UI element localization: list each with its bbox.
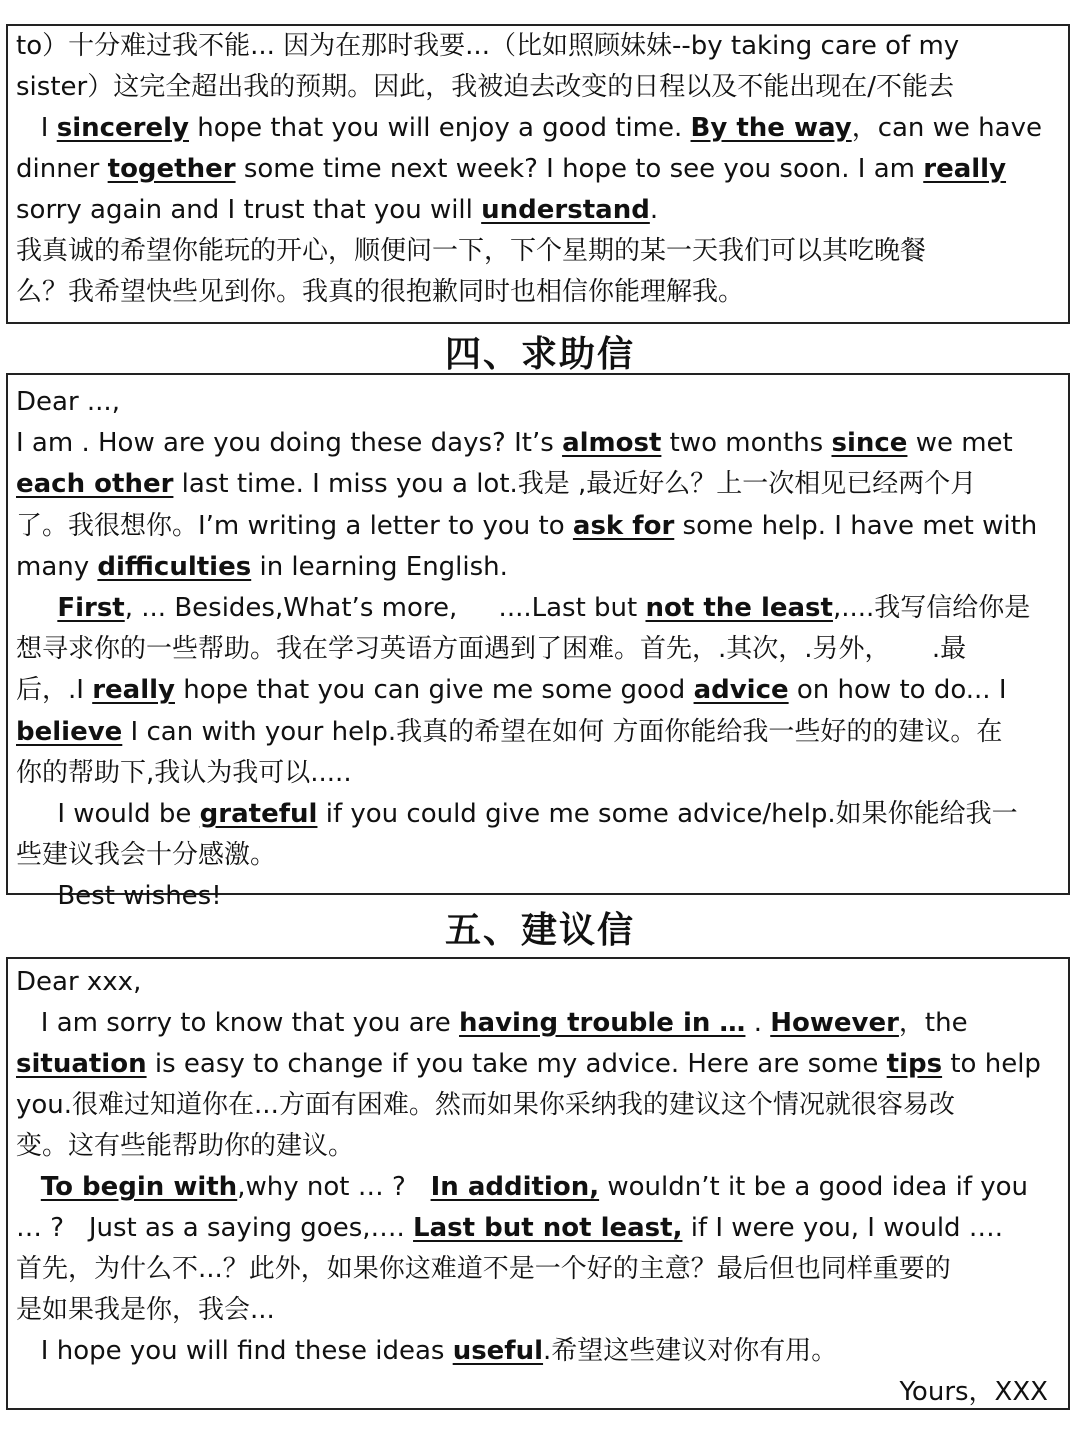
text-run: dinner [16,154,108,184]
text-run: I can with your help.我真的希望在如何 方面你能给我一些好的的建议。在 [122,716,1003,747]
text-line [16,108,1060,149]
text-run [16,593,57,623]
text-line [16,1331,1060,1372]
key-phrase: useful [452,1336,544,1366]
text-run: hope that you can give me some good [174,675,694,706]
text-run: sorry again and I trust that you will [16,195,482,225]
key-phrase: believe [16,716,123,747]
key-phrase: ask for [572,510,675,541]
key-phrase: not the least [645,593,833,624]
text-run: two months [661,428,832,459]
text-run: 后，.I [16,675,93,706]
text-line: Dear xxx, [16,967,142,997]
text-line: 首先，为什么不...？此外，如果你这难道不是一个好的主意？最后但也同样重要的 [16,1254,951,1284]
text-run: hope that you will enjoy a good time. [189,113,691,143]
text-run: in learning English. [251,551,508,582]
text-line: 我真诚的希望你能玩的开心，顺便问一下，下个星期的某一天我们可以其吃晚餐 [16,236,927,266]
text-line [16,1003,1060,1044]
closing-signature: Yours，XXX [899,1377,1048,1407]
key-phrase: tips [886,1049,943,1079]
section-heading-advice-letter: 五、建议信 [444,910,635,951]
key-phrase: each other [16,469,174,500]
text-run: if I were you, I would …. [682,1213,1004,1243]
section-heading-help-letter: 四、求助信 [444,334,635,375]
text-run: on how to do... I [788,675,1007,706]
text-run: many [16,551,98,582]
key-phrase: having trouble in … [459,1008,746,1038]
text-run: . [745,1008,771,1038]
text-line: 是如果我是你，我会... [16,1295,275,1325]
text-run: last time. I miss you a lot.我是 ,最近好么？上一次相见已经两个月 [173,469,977,500]
text-line: Best wishes! [16,881,222,912]
text-line [16,712,1060,753]
text-line: 想寻求你的一些帮助。我在学习英语方面遇到了困难。首先，.其次，.另外， .最 [16,634,967,665]
text-run: .希望这些建议对你有用。 [543,1336,838,1366]
text-line [16,588,1060,629]
text-line [16,1044,1060,1085]
text-run: . [649,195,659,225]
text-line: to）十分难过我不能... 因为在那时我要...（比如照顾妹妹--by taking care of my [16,31,960,61]
text-line: 么？我希望快些见到你。我真的很抱歉同时也相信你能理解我。 [16,277,745,307]
key-phrase: almost [562,428,662,459]
text-line: 些建议我会十分感激。 [16,840,277,871]
phrase-box-section-3 [6,24,1070,324]
text-run: ,why not … ? [237,1172,431,1202]
text-run: is easy to change if you take my advice. Here are some [146,1049,887,1079]
text-line [16,670,1060,711]
phrase-box-help-letter [6,373,1070,912]
key-phrase: To begin with [40,1172,238,1202]
text-run: ，the [898,1008,968,1038]
text-run: , ... Besides,What’s more, ....Last but [124,593,646,624]
key-phrase: understand [481,195,650,225]
text-run: some time next week? I hope to see you soon. I am [235,154,924,184]
key-phrase: By the way [690,113,852,143]
text-line [16,794,1060,835]
text-run: ,....我写信给你是 [832,593,1031,624]
text-run: I am . How are you doing these days? It’s [16,428,563,459]
key-phrase: together [107,154,236,184]
text-line: sister）这完全超出我的预期。因此，我被迫去改变的日程以及不能出现在/不能去 [16,72,954,102]
text-line [16,1167,1060,1208]
key-phrase: Last but not least, [413,1213,683,1243]
text-run [16,1172,41,1202]
key-phrase: In addition, [430,1172,600,1202]
text-line [16,464,1060,505]
text-line: 你的帮助下,我认为我可以..... [16,757,352,788]
text-line [16,1208,1060,1249]
text-line [16,149,1060,190]
key-phrase: advice [693,675,789,706]
text-run: I am sorry to know that you are [16,1008,460,1038]
text-line: you.很难过知道你在...方面有困难。然而如果你采纳我的建议这个情况就很容易改 [16,1090,955,1120]
text-line [16,506,1060,547]
text-run: I hope you will find these ideas [16,1336,453,1366]
key-phrase: difficulties [97,551,252,582]
text-run: ，can we have [851,113,1042,143]
text-line: Dear ..., [16,387,120,417]
text-run: wouldn’t it be a good idea if you [599,1172,1029,1202]
text-line [16,547,1060,588]
key-phrase: since [831,428,908,459]
key-phrase: grateful [199,799,318,830]
key-phrase: really [92,675,175,706]
phrase-box-advice-letter [6,957,1070,1410]
text-line [16,423,1060,464]
text-run: … ? Just as a saying goes,…. [16,1213,414,1243]
text-line: 变。这有些能帮助你的建议。 [16,1131,355,1161]
text-run: if you could give me some advice/help.如果你能给我一 [317,799,1018,830]
text-run: to help [942,1049,1041,1079]
key-phrase: really [923,154,1007,184]
key-phrase: situation [16,1049,147,1079]
text-run: I [40,113,57,143]
key-phrase: However [770,1008,899,1038]
text-run: 了。我很想你。I’m writing a letter to you to [16,510,573,541]
key-phrase: First [57,593,125,624]
key-phrase: sincerely [56,113,189,143]
text-run: we met [907,428,1013,459]
text-run: I would be [16,799,200,830]
text-run: some help. I have met with [674,510,1038,541]
text-line [16,190,1060,231]
